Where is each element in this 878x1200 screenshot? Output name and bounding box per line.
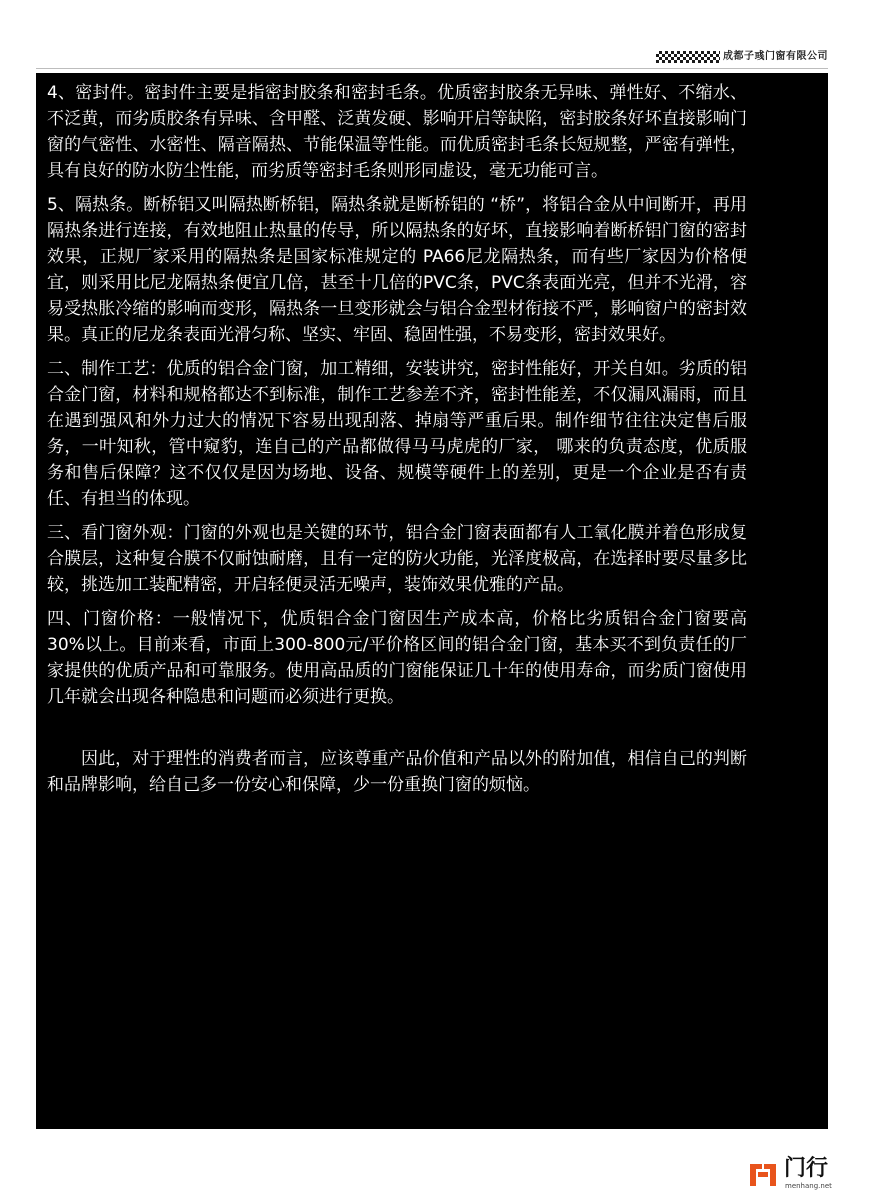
menhang-logo-name: 门行 (784, 1156, 829, 1181)
company-name: 成都子彧门窗有限公司 (723, 51, 828, 62)
paragraph-thermal-strip: 5、隔热条。断桥铝又叫隔热断桥铝，隔热条就是断桥铝的 “桥”，将铝合金从中间断开，再用隔热条进行连接，有效地阻止热量的传导，所以隔热条的好坏，直接影响着断桥铝门窗的密封效果，正规厂家采用的隔热条是国家标准规定的 PA66尼龙隔热条，而有些厂家因为价格便宜，则采用比尼龙隔热条便宜几倍，甚至十几倍的PVC条，PVC条表面光亮，但并不光滑，容易受热胀冷缩的影响而变形，隔热条一旦变形就会与铝合金型材衔接不严，影响窗户的密封效果。真正的尼龙条表面光滑匀称、坚实、牢固、稳固性强，不易变形，密封效果好。 (47, 195, 747, 345)
paragraph-seals: 4、密封件。密封件主要是指密封胶条和密封毛条。优质密封胶条无异味、弹性好、不缩水、不泛黄，而劣质胶条有异味、含甲醛、泛黄发硬、影响开启等缺陷，密封胶条好坏直接影响门窗的气密性、水密性、隔音隔热、节能保温等性能。而优质密封毛条长短规整，严密有弹性，具有良好的防水防尘性能，而劣质等密封毛条则形同虚设，毫无功能可言。 (47, 83, 747, 181)
paragraph-appearance: 三、看门窗外观：门窗的外观也是关键的环节，铝合金门窗表面都有人工氧化膜并着色形成复合膜层，这种复合膜不仅耐蚀耐磨，且有一定的防火功能，光泽度极高，在选择时要尽量多比较，挑选加工装配精密，开启轻便灵活无噪声，装饰效果优雅的产品。 (47, 523, 747, 595)
paragraph-price: 四、门窗价格：一般情况下，优质铝合金门窗因生产成本高，价格比劣质铝合金门窗要高30%以上。目前来看，市面上300-800元/平价格区间的铝合金门窗，基本买不到负责任的厂家提供的优质产品和可靠服务。使用高品质的门窗能保证几十年的使用寿命，而劣质门窗使用几年就会出现各种隐患和问题而必须进行更换。 (47, 609, 747, 707)
header-divider (36, 68, 828, 69)
paragraph-craftsmanship: 二、制作工艺：优质的铝合金门窗，加工精细，安装讲究，密封性能好，开关自如。劣质的铝合金门窗，材料和规格都达不到标准，制作工艺参差不齐，密封性能差，不仅漏风漏雨，而且在遇到强风和外力过大的情况下容易出现刮落、掉扇等严重后果。制作细节往往决定售后服务，一叶知秋，管中窥豹，连自己的产品都做得马马虎虎的厂家， 哪来的负责态度，优质服务和售后保障？这不仅仅是因为场地、设备、规模等硬件上的差别，更是一个企业是否有责任、有担当的体现。 (47, 359, 747, 509)
paragraph-conclusion: 因此，对于理性的消费者而言，应该尊重产品价值和产品以外的附加值，相信自己的判断和品牌影响，给自己多一份安心和保障，少一份重换门窗的烦恼。 (47, 749, 747, 795)
menhang-logo-domain: menhang.net (785, 1182, 832, 1190)
menhang-logo-icon (748, 1160, 778, 1188)
checker-pattern-icon (656, 51, 720, 63)
page-header (36, 46, 828, 68)
article-body (47, 80, 747, 806)
menhang-watermark (748, 1156, 842, 1192)
